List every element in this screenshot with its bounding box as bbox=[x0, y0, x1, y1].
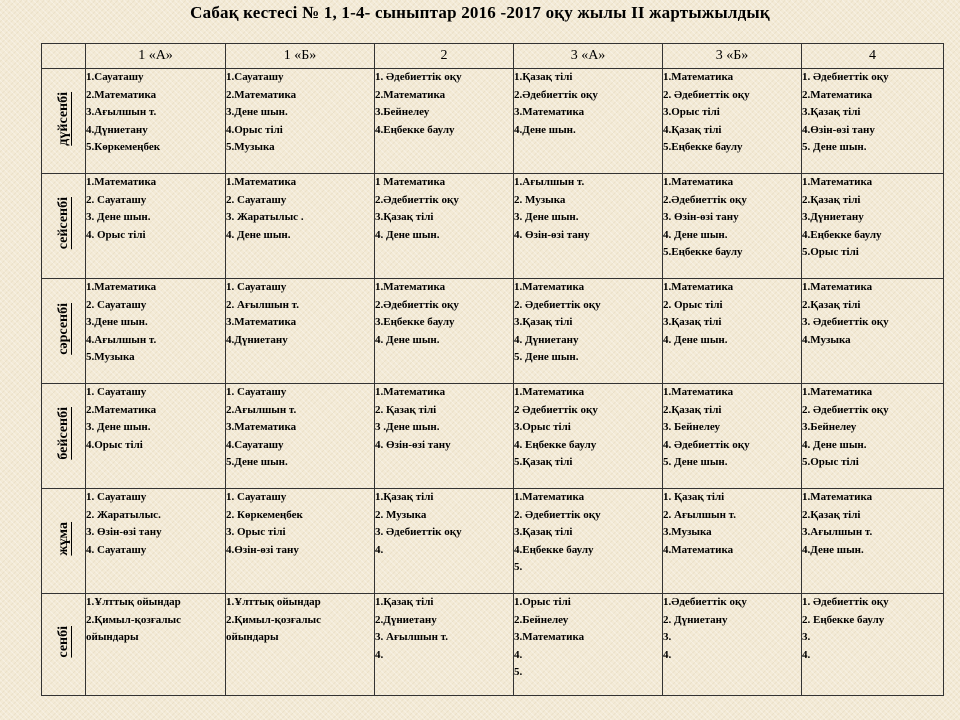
schedule-cell bbox=[514, 489, 663, 594]
lesson-entry: 2. Әдебиеттік оқу bbox=[514, 508, 601, 521]
schedule-cell bbox=[226, 69, 375, 174]
lesson-entry: 5.Еңбекке баулу bbox=[663, 141, 743, 153]
lesson-entry: 3. Дене шын. bbox=[86, 421, 151, 433]
schedule-cell bbox=[226, 279, 375, 384]
lesson-entry: 2.Математика bbox=[226, 88, 297, 101]
lesson-entry: 1.Әдебиеттік оқу bbox=[663, 596, 747, 608]
lesson-entry: 4. bbox=[514, 648, 523, 661]
lesson-entry: 1. Сауаташу bbox=[86, 386, 147, 398]
table-row bbox=[42, 384, 944, 489]
lesson-entry: 4.Дүниетану bbox=[86, 123, 148, 136]
schedule-cell bbox=[663, 174, 802, 279]
schedule-cell bbox=[663, 594, 802, 696]
lesson-entry: 3. Жаратылыс . bbox=[226, 211, 304, 223]
lesson-entry: 2. Дүниетану bbox=[663, 613, 728, 626]
page-title: Сабақ кестесі № 1, 1-4- сыныптар 2016 -2017 оқу жылы II жартыжылдық bbox=[190, 3, 770, 22]
schedule-cell bbox=[802, 279, 944, 384]
lesson-entry: 5.Музыка bbox=[226, 141, 275, 153]
day-label: сәрсенбі bbox=[55, 302, 71, 355]
lesson-entry: 4. Өзін-өзі тану bbox=[514, 228, 590, 241]
lesson-entry: 2. Қазақ тілі bbox=[375, 403, 437, 416]
lesson-entry: 1.Математика bbox=[514, 491, 585, 503]
lesson-entry: 1.Математика bbox=[86, 281, 157, 293]
lesson-entry: 5. Дене шын. bbox=[514, 351, 579, 363]
lesson-entry: 2. Әдебиеттік оқу bbox=[663, 88, 750, 101]
lesson-entry: 2. Музыка bbox=[514, 193, 566, 206]
lesson-entry: 1.Сауаташу bbox=[86, 71, 144, 83]
lesson-entry: 1.Математика bbox=[375, 386, 446, 398]
lesson-entry: 4.Сауаташу bbox=[226, 438, 284, 451]
lesson-entry: 2.Әдебиеттік оқу bbox=[375, 298, 459, 311]
column-header-3a: 3 «А» bbox=[514, 44, 663, 69]
lesson-entry: 2.Математика bbox=[375, 88, 446, 101]
lesson-entry: 1.Математика bbox=[663, 176, 734, 188]
lesson-entry: 4.Өзін-өзі тану bbox=[802, 123, 875, 136]
lesson-entry: 2. Сауаташу bbox=[86, 193, 147, 206]
lesson-entry: 3. bbox=[663, 631, 672, 643]
lesson-entry: 5. bbox=[514, 666, 523, 678]
lesson-entry: 4.Өзін-өзі тану bbox=[226, 543, 299, 556]
lesson-entry: 1.Қазақ тілі bbox=[375, 596, 434, 608]
lesson-entry: 4. bbox=[375, 543, 384, 556]
lesson-entry: 4.Математика bbox=[663, 543, 734, 556]
table-row bbox=[42, 489, 944, 594]
lesson-entry: 4. bbox=[375, 648, 384, 661]
lesson-entry: 3. Орыс тілі bbox=[226, 526, 286, 538]
day-cell bbox=[42, 489, 86, 594]
schedule-cell bbox=[514, 69, 663, 174]
lesson-entry: 4.Ағылшын т. bbox=[86, 333, 157, 346]
schedule-cell bbox=[86, 174, 226, 279]
lesson-entry: 2. Сауаташу bbox=[86, 298, 147, 311]
lesson-entry: 4. Дүниетану bbox=[514, 333, 579, 346]
lesson-entry: 3. Өзін-өзі тану bbox=[86, 526, 162, 538]
lesson-entry: 4.Дене шын. bbox=[802, 543, 864, 556]
lesson-entry: 5.Қазақ тілі bbox=[514, 456, 573, 468]
lesson-entry: 2.Қазақ тілі bbox=[663, 403, 722, 416]
lesson-entry: 3.Қазақ тілі bbox=[514, 526, 573, 538]
table-row bbox=[42, 279, 944, 384]
day-cell bbox=[42, 594, 86, 696]
lesson-entry: 3.Қазақ тілі bbox=[802, 106, 861, 118]
lesson-entry: 1.Орыс тілі bbox=[514, 596, 571, 608]
schedule-cell bbox=[514, 384, 663, 489]
lesson-entry: 3.Ағылшын т. bbox=[802, 526, 873, 538]
column-header-3b: 3 «Б» bbox=[663, 44, 802, 69]
day-cell bbox=[42, 384, 86, 489]
lesson-entry: 3. bbox=[802, 631, 811, 643]
lesson-entry: 5.Дене шын. bbox=[226, 456, 288, 468]
lesson-entry: 1.Математика bbox=[802, 491, 873, 503]
schedule-cell bbox=[514, 594, 663, 696]
lesson-entry: 2. Еңбекке баулу bbox=[802, 613, 885, 626]
schedule-cell bbox=[86, 594, 226, 696]
day-label: бейсенбі bbox=[55, 407, 71, 460]
lesson-entry: 1.Математика bbox=[375, 281, 446, 293]
lesson-entry: 3.Музыка bbox=[663, 526, 712, 538]
lesson-entry: 4.Еңбекке баулу bbox=[514, 543, 594, 556]
schedule-cell bbox=[663, 384, 802, 489]
column-header-2: 2 bbox=[375, 44, 514, 69]
lesson-entry: 4. Дене шын. bbox=[226, 228, 291, 241]
lesson-entry: 3.Ағылшын т. bbox=[86, 106, 157, 118]
lesson-entry: 2.Қазақ тілі bbox=[802, 508, 861, 521]
lesson-entry: 4.Орыс тілі bbox=[86, 438, 143, 451]
day-label: дүйсенбі bbox=[55, 91, 71, 146]
lesson-entry: 4. Сауаташу bbox=[86, 543, 147, 556]
lesson-entry: 2.Математика bbox=[802, 88, 873, 101]
lesson-entry: 2. Ағылшын т. bbox=[226, 298, 299, 311]
lesson-entry: 3. Бейнелеу bbox=[663, 421, 720, 433]
lesson-entry: 1.Математика bbox=[802, 386, 873, 398]
lesson-entry: 2. Көркемеңбек bbox=[226, 508, 303, 521]
lesson-entry: 1. Әдебиеттік оқу bbox=[375, 71, 462, 83]
lesson-entry: 5.Көркемеңбек bbox=[86, 141, 161, 153]
schedule-cell bbox=[802, 69, 944, 174]
lesson-entry: 3.Математика bbox=[514, 631, 585, 643]
lesson-entry: 3.Қазақ тілі bbox=[514, 316, 573, 328]
day-label: жұма bbox=[55, 521, 71, 556]
lesson-entry: 2. Әдебиеттік оқу bbox=[514, 298, 601, 311]
lesson-entry: 4.Музыка bbox=[802, 333, 851, 346]
table-row bbox=[42, 174, 944, 279]
lesson-entry: 2.Әдебиеттік оқу bbox=[514, 88, 598, 101]
lesson-entry: 3. Өзін-өзі тану bbox=[663, 211, 739, 223]
lesson-entry: 2. Әдебиеттік оқу bbox=[802, 403, 889, 416]
lesson-entry: 1.Математика bbox=[86, 176, 157, 188]
lesson-entry: 2.Дүниетану bbox=[375, 613, 437, 626]
lesson-entry: 4. Әдебиеттік оқу bbox=[663, 438, 750, 451]
lesson-entry: 2. Музыка bbox=[375, 508, 427, 521]
lesson-entry: 3.Дене шын. bbox=[86, 316, 148, 328]
lesson-entry: 1. Әдебиеттік оқу bbox=[802, 71, 889, 83]
table-row bbox=[42, 594, 944, 696]
lesson-entry: 1. Сауаташу bbox=[86, 491, 147, 503]
schedule-cell bbox=[375, 384, 514, 489]
lesson-entry: 1.Сауаташу bbox=[226, 71, 284, 83]
lesson-entry: ойындары bbox=[226, 631, 279, 643]
lesson-entry: 3.Математика bbox=[226, 316, 297, 328]
lesson-entry: 5.Музыка bbox=[86, 351, 135, 363]
day-cell bbox=[42, 69, 86, 174]
lesson-entry: 2.Математика bbox=[86, 88, 157, 101]
schedule-cell bbox=[226, 489, 375, 594]
schedule-cell bbox=[86, 279, 226, 384]
schedule-cell bbox=[802, 594, 944, 696]
lesson-entry: 1.Математика bbox=[663, 386, 734, 398]
schedule-cell bbox=[514, 279, 663, 384]
lesson-entry: 3. Дене шын. bbox=[86, 211, 151, 223]
lesson-entry: 3.Орыс тілі bbox=[663, 106, 720, 118]
lesson-entry: 2.Математика bbox=[86, 403, 157, 416]
day-label: сенбі bbox=[55, 626, 71, 658]
lesson-entry: 1.Математика bbox=[663, 281, 734, 293]
lesson-entry: 2. Орыс тілі bbox=[663, 298, 723, 311]
lesson-entry: 5.Орыс тілі bbox=[802, 456, 859, 468]
lesson-entry: 2. Сауаташу bbox=[226, 193, 287, 206]
lesson-entry: 1.Математика bbox=[514, 281, 585, 293]
lesson-entry: 1.Математика bbox=[802, 176, 873, 188]
lesson-entry: 5.Еңбекке баулу bbox=[663, 246, 743, 258]
lesson-entry: 3. Әдебиеттік оқу bbox=[802, 316, 889, 328]
lesson-entry: 1. Сауаташу bbox=[226, 386, 287, 398]
day-label: сейсенбі bbox=[55, 197, 71, 250]
lesson-entry: 4. Еңбекке баулу bbox=[514, 438, 597, 451]
lesson-entry: 2.Қазақ тілі bbox=[802, 193, 861, 206]
lesson-entry: 2.Қимыл-қозғалыс bbox=[226, 613, 321, 626]
lesson-entry: 4. Дене шын. bbox=[375, 228, 440, 241]
lesson-entry: 1. Сауаташу bbox=[226, 281, 287, 293]
corner-cell bbox=[42, 44, 86, 69]
schedule-cell bbox=[226, 174, 375, 279]
schedule-cell bbox=[375, 489, 514, 594]
schedule-cell bbox=[375, 594, 514, 696]
lesson-entry: 1.Ұлттық ойындар bbox=[226, 596, 321, 608]
lesson-entry: 4. Өзін-өзі тану bbox=[375, 438, 451, 451]
lesson-entry: 4. Дене шын. bbox=[375, 333, 440, 346]
lesson-entry: 1.Математика bbox=[802, 281, 873, 293]
header-row bbox=[42, 44, 944, 69]
lesson-entry: 3 .Дене шын. bbox=[375, 421, 440, 433]
lesson-entry: 1.Қазақ тілі bbox=[514, 71, 573, 83]
schedule-cell bbox=[514, 174, 663, 279]
schedule-cell bbox=[86, 384, 226, 489]
schedule-cell bbox=[663, 279, 802, 384]
schedule-cell bbox=[663, 69, 802, 174]
lesson-entry: 5. Дене шын. bbox=[663, 456, 728, 468]
lesson-entry: 3.Математика bbox=[226, 421, 297, 433]
lesson-entry: 4.Орыс тілі bbox=[226, 123, 283, 136]
column-header-1b: 1 «Б» bbox=[226, 44, 375, 69]
lesson-entry: 3. Әдебиеттік оқу bbox=[375, 526, 462, 538]
schedule-cell bbox=[375, 174, 514, 279]
column-header-4: 4 bbox=[802, 44, 944, 69]
lesson-entry: 1.Ұлттық ойындар bbox=[86, 596, 181, 608]
lesson-entry: 1. Қазақ тілі bbox=[663, 491, 725, 503]
lesson-entry: 4.Еңбекке баулу bbox=[802, 228, 882, 241]
lesson-entry: 2.Қазақ тілі bbox=[802, 298, 861, 311]
schedule-table bbox=[41, 43, 944, 696]
schedule-cell bbox=[86, 69, 226, 174]
lesson-entry: 4.Дене шын. bbox=[514, 123, 576, 136]
schedule-cell bbox=[226, 594, 375, 696]
lesson-entry: 3.Бейнелеу bbox=[375, 106, 430, 118]
schedule-cell bbox=[226, 384, 375, 489]
lesson-entry: 3.Дене шын. bbox=[226, 106, 288, 118]
lesson-entry: 2 Әдебиеттік оқу bbox=[514, 403, 598, 416]
lesson-entry: 4. bbox=[663, 648, 672, 661]
lesson-entry: 2.Қимыл-қозғалыс bbox=[86, 613, 181, 626]
lesson-entry: 5. bbox=[514, 561, 523, 573]
lesson-entry: 4. Орыс тілі bbox=[86, 228, 146, 241]
lesson-entry: 4.Дүниетану bbox=[226, 333, 288, 346]
lesson-entry: ойындары bbox=[86, 631, 139, 643]
lesson-entry: 4. Дене шын. bbox=[663, 333, 728, 346]
lesson-entry: 4. Дене шын. bbox=[802, 438, 867, 451]
lesson-entry: 3.Дүниетану bbox=[802, 211, 864, 223]
lesson-entry: 3.Бейнелеу bbox=[802, 421, 857, 433]
schedule-cell bbox=[663, 489, 802, 594]
schedule-cell bbox=[802, 384, 944, 489]
lesson-entry: 1.Математика bbox=[514, 386, 585, 398]
schedule-cell bbox=[802, 174, 944, 279]
day-cell bbox=[42, 174, 86, 279]
lesson-entry: 2. Жаратылыс. bbox=[86, 508, 161, 521]
schedule-cell bbox=[86, 489, 226, 594]
lesson-entry: 1. Әдебиеттік оқу bbox=[802, 596, 889, 608]
lesson-entry: 2. Ағылшын т. bbox=[663, 508, 736, 521]
lesson-entry: 1.Ағылшын т. bbox=[514, 176, 585, 188]
lesson-entry: 3.Қазақ тілі bbox=[375, 211, 434, 223]
lesson-entry: 2.Әдебиеттік оқу bbox=[663, 193, 747, 206]
schedule-cell bbox=[375, 279, 514, 384]
lesson-entry: 1.Математика bbox=[226, 176, 297, 188]
lesson-entry: 5. Дене шын. bbox=[802, 141, 867, 153]
schedule-cell bbox=[802, 489, 944, 594]
schedule-cell bbox=[375, 69, 514, 174]
lesson-entry: 1.Математика bbox=[663, 71, 734, 83]
lesson-entry: 4.Қазақ тілі bbox=[663, 123, 722, 136]
lesson-entry: 2.Әдебиеттік оқу bbox=[375, 193, 459, 206]
lesson-entry: 3. Дене шын. bbox=[514, 211, 579, 223]
lesson-entry: 5.Орыс тілі bbox=[802, 246, 859, 258]
lesson-entry: 3.Қазақ тілі bbox=[663, 316, 722, 328]
lesson-entry: 1. Сауаташу bbox=[226, 491, 287, 503]
lesson-entry: 4.Еңбекке баулу bbox=[375, 123, 455, 136]
day-cell bbox=[42, 279, 86, 384]
lesson-entry: 3.Орыс тілі bbox=[514, 421, 571, 433]
table-row bbox=[42, 69, 944, 174]
lesson-entry: 1.Қазақ тілі bbox=[375, 491, 434, 503]
lesson-entry: 2.Ағылшын т. bbox=[226, 403, 297, 416]
lesson-entry: 3.Математика bbox=[514, 106, 585, 118]
lesson-entry: 1 Математика bbox=[375, 176, 446, 188]
lesson-entry: 3.Еңбекке баулу bbox=[375, 316, 455, 328]
lesson-entry: 4. bbox=[802, 648, 811, 661]
lesson-entry: 2.Бейнелеу bbox=[514, 613, 569, 626]
lesson-entry: 4. Дене шын. bbox=[663, 228, 728, 241]
column-header-1a: 1 «А» bbox=[86, 44, 226, 69]
lesson-entry: 3. Ағылшын т. bbox=[375, 631, 448, 643]
